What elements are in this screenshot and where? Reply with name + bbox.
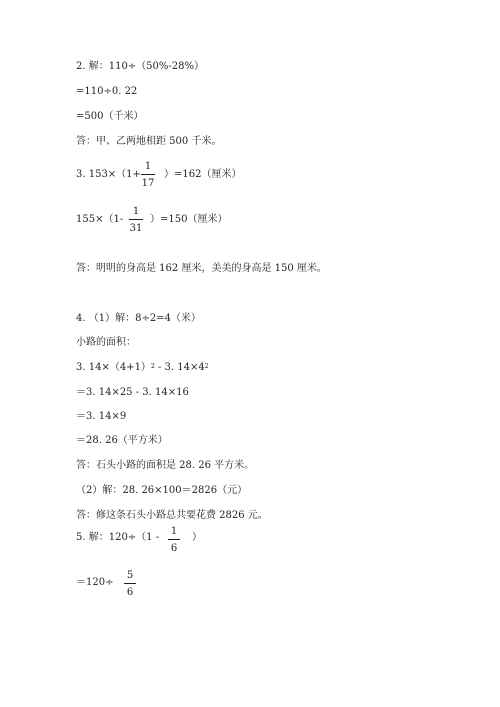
problem-3-line-1-start: 3. 153×（1+ <box>76 169 141 180</box>
problem-3-line-1-end: ）=162（厘米） <box>164 169 242 180</box>
fraction-bar <box>124 583 136 584</box>
problem-5-line-1-start: 5. 解：120÷（1 - <box>76 532 160 543</box>
fraction-numerator: 5 <box>126 570 134 581</box>
problem-2-line-1: 2. 解：110÷（50%-28%） <box>76 61 205 72</box>
fraction-1-6 <box>168 526 180 554</box>
problem-4-answer-2: 答：修这条石头小路总共要花费 2826 元。 <box>76 510 268 521</box>
exponent: 2 <box>204 363 209 370</box>
problem-4-step-2: ＝3. 14×9 <box>76 411 127 422</box>
fraction-bar <box>141 174 155 175</box>
expression-part: - 3. 14×4 <box>154 362 205 373</box>
fraction-denominator: 17 <box>141 178 155 189</box>
fraction-5-6 <box>124 570 136 598</box>
problem-3-line-2-end: ）=150（厘米） <box>150 214 228 225</box>
fraction-bar <box>129 219 143 220</box>
problem-4-part-2: （2）解：28. 26×100＝2826（元） <box>76 485 248 496</box>
fraction-numerator: 1 <box>144 161 152 172</box>
fraction-1-17 <box>141 161 155 189</box>
problem-5-line-1-end: ） <box>192 532 202 543</box>
problem-3-line-2-start: 155×（1- <box>76 214 124 225</box>
exponent: 2 <box>150 363 155 370</box>
problem-4-part-1: 4. （1）解：8÷2=4（米） <box>76 313 201 324</box>
problem-4-step-1: ＝3. 14×25 - 3. 14×16 <box>76 387 189 398</box>
problem-4-answer-1: 答：石头小路的面积是 28. 26 平方米。 <box>76 460 255 471</box>
fraction-denominator: 6 <box>126 587 134 598</box>
problem-4-area-label: 小路的面积： <box>76 337 136 348</box>
fraction-1-31 <box>129 206 143 234</box>
problem-2-line-3: =500（千米） <box>76 111 144 122</box>
fraction-numerator: 1 <box>132 206 140 217</box>
fraction-denominator: 31 <box>129 223 143 234</box>
fraction-bar <box>168 539 180 540</box>
expression-part: 3. 14×（4+1） <box>76 362 151 373</box>
problem-5-line-2: ＝120÷ <box>76 577 114 588</box>
problem-4-step-3: ＝28. 26（平方米） <box>76 435 168 446</box>
problem-2-line-2: =110÷0. 22 <box>76 86 138 97</box>
problem-2-answer: 答：甲、乙两地相距 500 千米。 <box>76 136 222 147</box>
fraction-numerator: 1 <box>170 526 178 537</box>
problem-4-expression <box>76 362 209 374</box>
problem-3-answer: 答：明明的身高是 162 厘米，美美的身高是 150 厘米。 <box>76 263 327 274</box>
fraction-denominator: 6 <box>170 543 178 554</box>
